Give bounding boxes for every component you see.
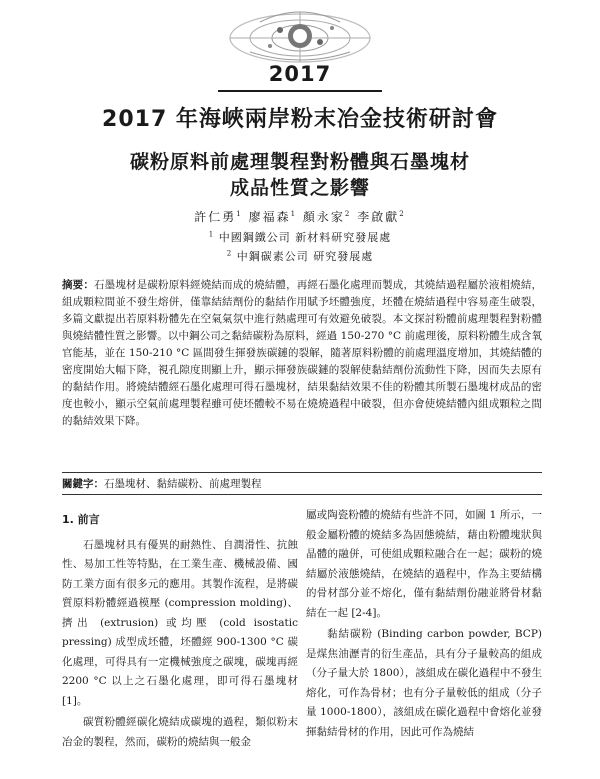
author-aff-mark: 1 [290, 210, 298, 218]
affiliation-text: 中鋼碳素公司 研究發展處 [236, 250, 374, 263]
body-column-right [306, 506, 542, 742]
author-aff-mark: 1 [236, 210, 243, 218]
keywords-rule-top [62, 472, 542, 473]
author-name: 李啟獻 [357, 210, 400, 224]
keywords-label: 關鍵字： [62, 478, 104, 490]
year-underline [218, 90, 382, 92]
emblem-globe-icon [230, 12, 370, 62]
keywords-text: 石墨塊材、黏結碳粉、前處理製程 [104, 478, 262, 490]
body-paragraph: 碳質粉體經碳化燒結成碳塊的過程，類似粉末冶金的製程，然而，碳粉的燒結與一般金 [62, 716, 298, 748]
affiliation-mark: 2 [226, 249, 233, 258]
body-paragraph: 石墨塊材具有優異的耐熱性、自潤滑性、抗蝕性、易加工性等特點，在工業生產、機械設備、國防工業方面有很多元的應用。其製作流程，是將碳質原料粉體經過模壓 (compression molding)、擠出 (extrusion) 或均壓 (cold isostatic pressing) 成型成坯體，坯體經 900-1300 °C 碳化處理，可得具有一定機械強度之碳塊，碳塊再經 2200 °C 以上之石墨化處理，即可得石墨塊材 [1]。 [62, 538, 298, 707]
author-name: 許仁勇 [194, 210, 237, 224]
affiliation-mark: 1 [208, 230, 215, 239]
emblem-year: 2017 [268, 62, 332, 86]
conference-emblem [220, 2, 380, 64]
paper-title-line-1: 碳粉原料前處理製程對粉體與石墨塊材 [129, 151, 470, 173]
keywords [62, 476, 542, 491]
conference-title: 2017 年海峽兩岸粉末冶金技術研討會 [102, 107, 498, 132]
abstract-label: 摘要： [62, 279, 95, 291]
section-heading: 1. 前言 [62, 513, 100, 526]
paper-title-line-2: 成品性質之影響 [229, 177, 370, 199]
author-aff-mark: 2 [399, 210, 406, 218]
abstract-text: 石墨塊材是碳粉原料經燒結而成的燒結體，再經石墨化處理而製成，其燒結過程屬於液相燒結，組成顆粒間並不發生熔併，僅靠結結劑份的黏結作用賦予坯體強度，坯體在燒結過程中容易產生破裂，多篇文獻提出若原料粉體先在空氣氣氛中進行熱處理可有效避免破裂。本文探討粉體前處理製程對粉體與燒結體性質之影響。以中鋼公司之黏結碳粉為原料，經過 150-270 °C 前處理後，原料粉體生成含氧官能基，並在 150-210 °C 區間發生揮發族碳鏈的裂解，隨著原料粉體的前處理溫度增加，其燒結體的密度開始大幅下降，視孔隙度則顯上升，顯示揮發族碳鏈的裂解使黏結劑份流動性下降，因而失去原有的黏結作用。將燒結體經石墨化處理可得石墨塊材，結果黏結效果不佳的粉體其所製石墨塊材成品的密度也較小，顯示空氣前處理製程雖可使坯體較不易在燒燒過程中破裂，但亦會使燒結體內組成顆粒之間的黏結效果下降。 [62, 279, 543, 427]
body-paragraph: 屬或陶瓷粉體的燒結有些許不同，如圖 1 所示，一般金屬粉體的燒結多為固態燒結，藉由粉體塊狀與晶體的融併，可使組成顆粒融合在一起；碳粉的燒結屬於液態燒結，在燒結的過程中，作為主要結構的骨材部分並不熔化，僅有黏結劑份融並將骨材黏結在一起 [2-4]。 [306, 509, 542, 619]
affiliation-1 [0, 229, 600, 245]
affiliation-2 [0, 248, 600, 264]
body-paragraph: 黏結碳粉 (Binding carbon powder, BCP) 是煤焦油瀝青的衍生產品，具有分子量較高的組成（分子量大於 1800），該組成在碳化過程中不發生熔化，可作為骨材；也有分子量較低的組成（分子量 1000-1800），該組成在碳化過程中會熔化並發揮黏結骨材的作用，因此可作為燒結 [306, 628, 542, 738]
affiliation-text: 中國鋼鐵公司 新材料研究發展處 [218, 231, 392, 244]
author-name: 廖福森 [248, 210, 291, 224]
body-column-left [62, 506, 298, 752]
abstract [62, 277, 542, 430]
author-list [0, 208, 600, 225]
author-name: 顏永家 [302, 210, 345, 224]
author-aff-mark: 2 [344, 210, 352, 218]
keywords-rule-bottom [62, 494, 542, 495]
